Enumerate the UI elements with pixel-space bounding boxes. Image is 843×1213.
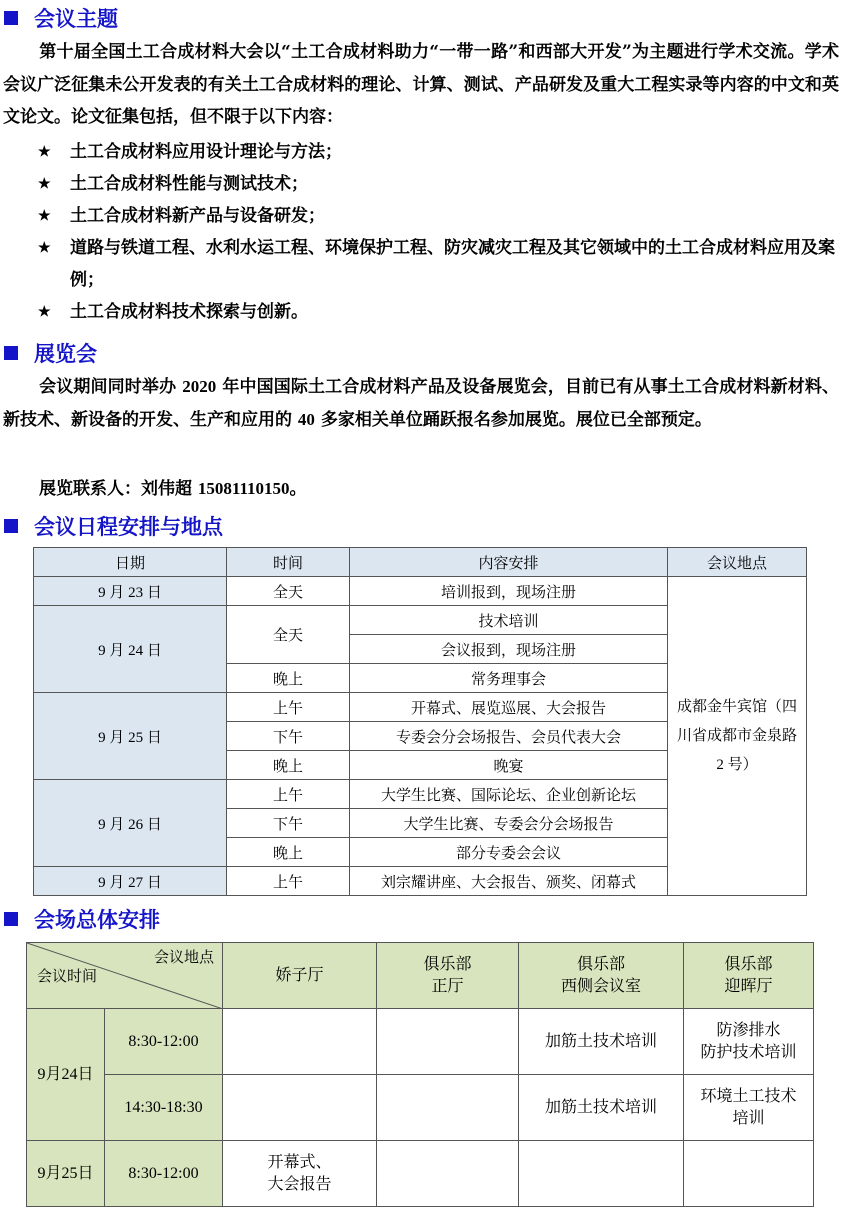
column-header: 俱乐部 西侧会议室 — [519, 943, 684, 1009]
time-cell: 上午 — [227, 867, 350, 896]
star-bullet-icon: ★ — [38, 240, 51, 256]
session-cell — [684, 1141, 814, 1207]
list-item: ★ 道路与铁道工程、水利水运工程、环境保护工程、防灾减灾工程及其它领域中的土工合成材料应用及案例； — [0, 232, 840, 296]
section-heading-schedule: 会议日程安排与地点 — [4, 512, 223, 540]
column-header: 内容安排 — [350, 548, 668, 577]
session-cell — [223, 1009, 377, 1075]
date-cell: 9 月 24 日 — [34, 606, 227, 693]
session-cell: 防渗排水 防护技术培训 — [684, 1009, 814, 1075]
table-row — [27, 1009, 814, 1075]
session-cell: 环境土工技术 培训 — [684, 1075, 814, 1141]
list-item: ★ 土工合成材料技术探索与创新。 — [0, 296, 840, 328]
time-cell: 上午 — [227, 780, 350, 809]
column-header: 娇子厅 — [223, 943, 377, 1009]
content-cell: 大学生比赛、专委会分会场报告 — [350, 809, 668, 838]
time-slot-cell: 14:30-18:30 — [105, 1075, 223, 1141]
content-cell: 常务理事会 — [350, 664, 668, 693]
section-heading-venue-plan: 会场总体安排 — [4, 905, 160, 933]
diagonal-header-cell: 会议地点 会议时间 — [27, 943, 223, 1009]
table-row — [27, 1141, 814, 1207]
content-cell: 培训报到，现场注册 — [350, 577, 668, 606]
star-bullet-icon: ★ — [38, 208, 51, 224]
table-header-row — [27, 943, 814, 1009]
column-header: 日期 — [34, 548, 227, 577]
content-cell: 大学生比赛、国际论坛、企业创新论坛 — [350, 780, 668, 809]
star-bullet-icon: ★ — [38, 176, 51, 192]
session-cell — [377, 1009, 519, 1075]
table-row — [27, 1075, 814, 1141]
section-heading-theme: 会议主题 — [4, 4, 118, 32]
session-cell: 开幕式、 大会报告 — [223, 1141, 377, 1207]
star-bullet-icon: ★ — [38, 144, 51, 160]
theme-bullet-list — [0, 136, 843, 328]
content-cell: 会议报到，现场注册 — [350, 635, 668, 664]
date-cell: 9 月 25 日 — [34, 693, 227, 780]
time-cell: 全天 — [227, 606, 350, 664]
section-heading-expo: 展览会 — [4, 339, 97, 367]
column-header: 俱乐部 正厅 — [377, 943, 519, 1009]
time-cell: 晚上 — [227, 664, 350, 693]
table-header-row — [34, 548, 807, 577]
content-cell: 部分专委会会议 — [350, 838, 668, 867]
square-bullet-icon — [4, 11, 18, 25]
square-bullet-icon — [4, 346, 18, 360]
day-cell: 9月24日 — [27, 1009, 105, 1141]
session-cell — [377, 1075, 519, 1141]
time-cell: 晚上 — [227, 838, 350, 867]
theme-paragraph: 第十届全国土工合成材料大会以“土工合成材料助力“一带一路”和西部大开发”为主题进行学术交流。学术会议广泛征集未公开发表的有关土工合成材料的理论、计算、测试、产品研发及重大工程实录等内容的中文和英文论文。论文征集包括，但不限于以下内容： — [3, 42, 839, 127]
square-bullet-icon — [4, 912, 18, 926]
session-cell: 加筋土技术培训 — [519, 1075, 684, 1141]
date-cell: 9 月 27 日 — [34, 867, 227, 896]
time-cell: 晚上 — [227, 751, 350, 780]
content-cell: 开幕式、展览巡展、大会报告 — [350, 693, 668, 722]
list-item: ★ 土工合成材料应用设计理论与方法； — [0, 136, 840, 168]
date-cell: 9 月 23 日 — [34, 577, 227, 606]
column-header: 时间 — [227, 548, 350, 577]
time-slot-cell: 8:30-12:00 — [105, 1141, 223, 1207]
expo-paragraph: 会议期间同时举办 2020 年中国国际土工合成材料产品及设备展览会，目前已有从事土工合成材料新材料、新技术、新设备的开发、生产和应用的 40 多家相关单位踊跃报名参加展览。展位已全部预定。 — [3, 377, 840, 430]
table-row — [34, 577, 807, 606]
column-header: 会议地点 — [668, 548, 807, 577]
expo-contact: 展览联系人：刘伟超 15081110150。 — [39, 479, 307, 499]
day-cell: 9月25日 — [27, 1141, 105, 1207]
time-cell: 全天 — [227, 577, 350, 606]
column-header: 俱乐部 迎晖厅 — [684, 943, 814, 1009]
venue-plan-table — [26, 942, 814, 1207]
content-cell: 技术培训 — [350, 606, 668, 635]
time-cell: 下午 — [227, 809, 350, 838]
list-item: ★ 土工合成材料性能与测试技术； — [0, 168, 840, 200]
session-cell — [519, 1141, 684, 1207]
time-cell: 下午 — [227, 722, 350, 751]
content-cell: 刘宗耀讲座、大会报告、颁奖、闭幕式 — [350, 867, 668, 896]
session-cell — [223, 1075, 377, 1141]
content-cell: 专委会分会场报告、会员代表大会 — [350, 722, 668, 751]
time-slot-cell: 8:30-12:00 — [105, 1009, 223, 1075]
venue-cell: 成都金牛宾馆（四川省成都市金泉路 2 号） — [668, 577, 807, 896]
content-cell: 晚宴 — [350, 751, 668, 780]
session-cell — [377, 1141, 519, 1207]
time-cell: 上午 — [227, 693, 350, 722]
date-cell: 9 月 26 日 — [34, 780, 227, 867]
star-bullet-icon: ★ — [38, 304, 51, 320]
session-cell: 加筋土技术培训 — [519, 1009, 684, 1075]
schedule-table — [33, 547, 807, 896]
square-bullet-icon — [4, 519, 18, 533]
list-item: ★ 土工合成材料新产品与设备研发； — [0, 200, 840, 232]
